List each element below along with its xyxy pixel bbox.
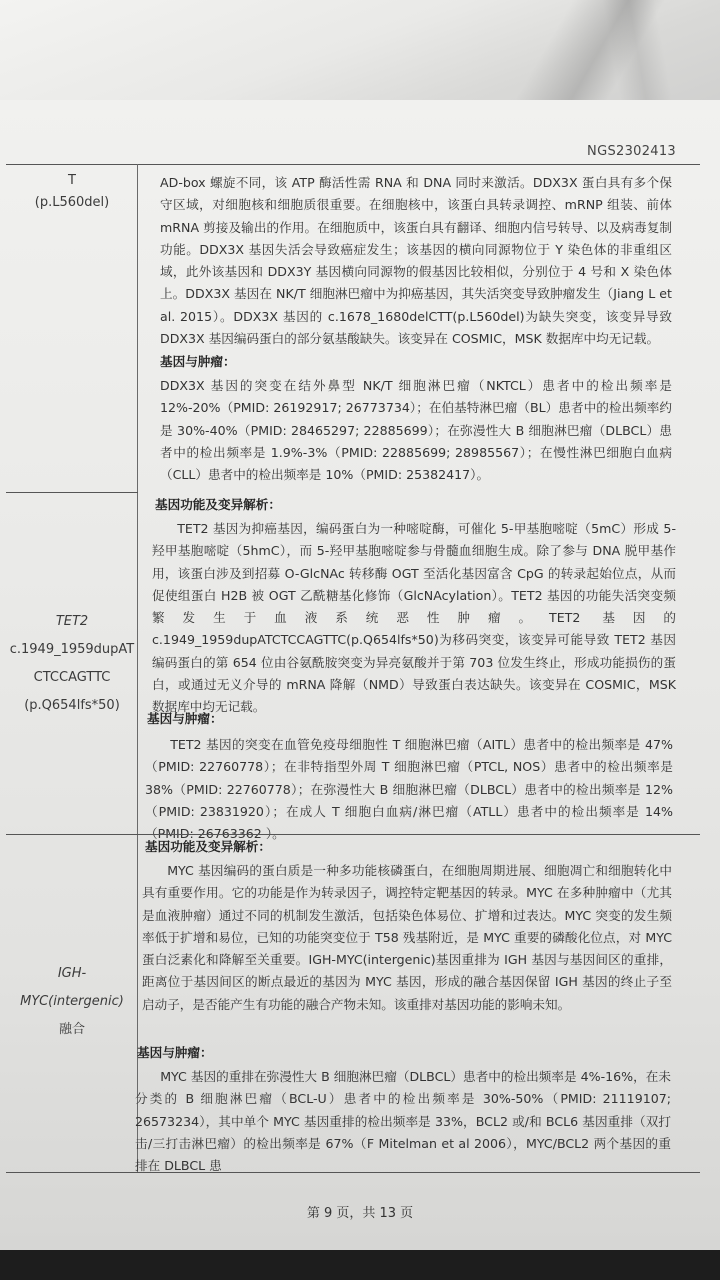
report-id: NGS2302413 — [587, 144, 676, 159]
gene-name-igh: IGH- — [57, 966, 87, 981]
gene-name-myc-intergenic: MYC(intergenic) — [20, 994, 124, 1009]
gene-tumor-heading-tet2: 基因与肿瘤： — [147, 711, 223, 726]
gene-tumor-heading-myc: 基因与肿瘤： — [137, 1045, 213, 1060]
page-number-footer: 第 9 页，共 13 页 — [306, 1206, 414, 1221]
table-bottom-rule — [6, 1172, 700, 1173]
gene-tumor-heading-ddx3x: 基因与肿瘤： — [160, 354, 236, 369]
fusion-label: 融合 — [58, 1022, 85, 1037]
variant-label-line: T — [68, 173, 76, 188]
variant-label-ddx3x — [8, 170, 136, 214]
gene-function-paragraph-ddx3x: AD-box 螺旋不同，该 ATP 酶活性需 RNA 和 DNA 同时来激活。DDX3X 蛋白具有多个保守区域，对细胞核和细胞质很重要。在细胞核中，该蛋白具转录调控、mRNP 组装、前体 mRNA 剪接及输出的作用。在细胞质中，该蛋白具有翻译、细胞内信号转导、以及病毒复制功能。DDX3X 基因失活会导致癌症发生；该基因的横向同源物位于 Y 染色体的非重组区域，此外该基因和 DDX3Y 基因横向同源物的假基因比较相似，分别位于 4 号和 X 染色体上。DDX3X 基因在 NK/T 细胞淋巴瘤中为抑癌基因，其失活突变导致肿瘤发生（Jiang L et al. 2015）。DDX3X 基因的 c.1678_1680delCTT(p.L560del)为缺失突变，该变异导致 DDX3X 基因编码蛋白的部分氨基酸缺失。该变异在 COSMIC，MSK 数据库中均无记载。 — [160, 175, 672, 347]
gene-tumor-paragraph-ddx3x: DDX3X 基因的突变在结外鼻型 NK/T 细胞淋巴瘤（NKTCL）患者中的检出频率是 12%-20%（PMID: 26192917; 26773734）；在伯基特淋巴瘤（BL）患者中的检出频率约是 30%-40%（PMID: 28465297; 22885699）；在弥漫性大 B 细胞淋巴瘤（DLBCL）患者中的检出频率是 1.9%-3%（PMID: 22885699; 28985567）；在慢性淋巴细胞白血病（CLL）患者中的检出频率是 10%（PMID: 25382417）。 — [160, 378, 672, 483]
gene-function-heading-tet2: 基因功能及变异解析： — [155, 497, 281, 512]
report-page — [0, 100, 720, 1250]
gene-name-tet2: TET2 — [55, 614, 89, 629]
row-divider — [6, 492, 138, 493]
variant-label-line: CTCCAGTTC — [33, 670, 111, 685]
gene-tumor-paragraph-myc: MYC 基因的重排在弥漫性大 B 细胞淋巴瘤（DLBCL）患者中的检出频率是 4%-16%，在未分类的 B 细胞淋巴瘤（BCL-U）患者中的检出频率是 30%-50%（PMID: 21119107; 26573234），其中单个 MYC 基因重排的检出频率是 33%，BCL2 或/和 BCL6 基因重排（双打击/三打击淋巴瘤）的检出频率是 67%（F Mitelman et al 2006），MYC/BCL2 两个基因的重排在 DLBCL 患 — [135, 1069, 671, 1174]
gene-function-heading-myc: 基因功能及变异解析： — [145, 839, 271, 854]
variant-label-tet2 — [8, 608, 136, 720]
gene-tumor-paragraph-tet2: TET2 基因的突变在血管免疫母细胞性 T 细胞淋巴瘤（AITL）患者中的检出频率是 47%（PMID: 22760778）；在非特指型外周 T 细胞淋巴瘤（PTCL, NOS）患者中的检出频率是 38%（PMID: 22760778）；在弥漫性大 B 细胞淋巴瘤（DLBCL）患者中的检出频率是 12%（PMID: 23831920）；在成人 T 细胞白血病/淋巴瘤（ATLL）患者中的检出频率是 14%（PMID: 26763362 ）。 — [145, 737, 673, 842]
gene-function-paragraph-myc: MYC 基因编码的蛋白质是一种多功能核磷蛋白，在细胞周期进展、细胞凋亡和细胞转化中具有重要作用。它的功能是作为转录因子，调控特定靶基因的转录。MYC 在多种肿瘤中（尤其是血液肿瘤）通过不同的机制发生激活，包括染色体易位、扩增和过表达。MYC 突变的发生频率低于扩增和易位，已知的功能突变位于 T58 残基附近，是 MYC 重要的磷酸化位点，对 MYC 蛋白泛素化和降解至关重要。IGH-MYC(intergenic)基因重排为 IGH 基因与基因间区的重排，距离位于基因间区的断点最近的基因为 MYC 基因，形成的融合基因保留 IGH 基因的终止子至启动子，是否能产生有功能的融合产物未知。该重排对基因功能的影响未知。 — [142, 863, 672, 1012]
variant-label-line: (p.Q654lfs*50) — [24, 698, 120, 713]
table-column-divider — [137, 164, 138, 1172]
gene-function-paragraph-tet2: TET2 基因为抑癌基因，编码蛋白为一种嘧啶酶，可催化 5-甲基胞嘧啶（5mC）形成 5-羟甲基胞嘧啶（5hmC），而 5-羟甲基胞嘧啶参与骨髓血细胞生成。除了参与 DNA 脱甲基作用，该蛋白涉及到招募 O-GlcNAc 转移酶 OGT 至活化基因富含 CpG 的转录起始位点，从而促使组蛋白 H2B 被 OGT 乙酰糖基化修饰（GlcNAcylation）。TET2 基因的功能失活突变频繁发生于血液系统恶性肿瘤。TET2 基因的 c.1949_1959dupATCTCCAGTTC(p.Q654lfs*50)为移码突变，该变异可能导致 TET2 基因编码蛋白的第 654 位由谷氨酰胺突变为异亮氨酸并于第 703 位发生终止，形成功能损伤的蛋白，或通过无义介导的 mRNA 降解（NMD）导致蛋白表达缺失。该变异在 COSMIC，MSK 数据库中均无记载。 — [152, 521, 676, 715]
variant-label-igh-myc — [8, 960, 136, 1044]
row-divider — [6, 834, 700, 835]
table-top-rule — [6, 164, 700, 165]
variant-label-line: c.1949_1959dupAT — [9, 642, 135, 657]
variant-label-line: (p.L560del) — [34, 195, 110, 210]
bottom-shadow — [0, 1250, 720, 1280]
